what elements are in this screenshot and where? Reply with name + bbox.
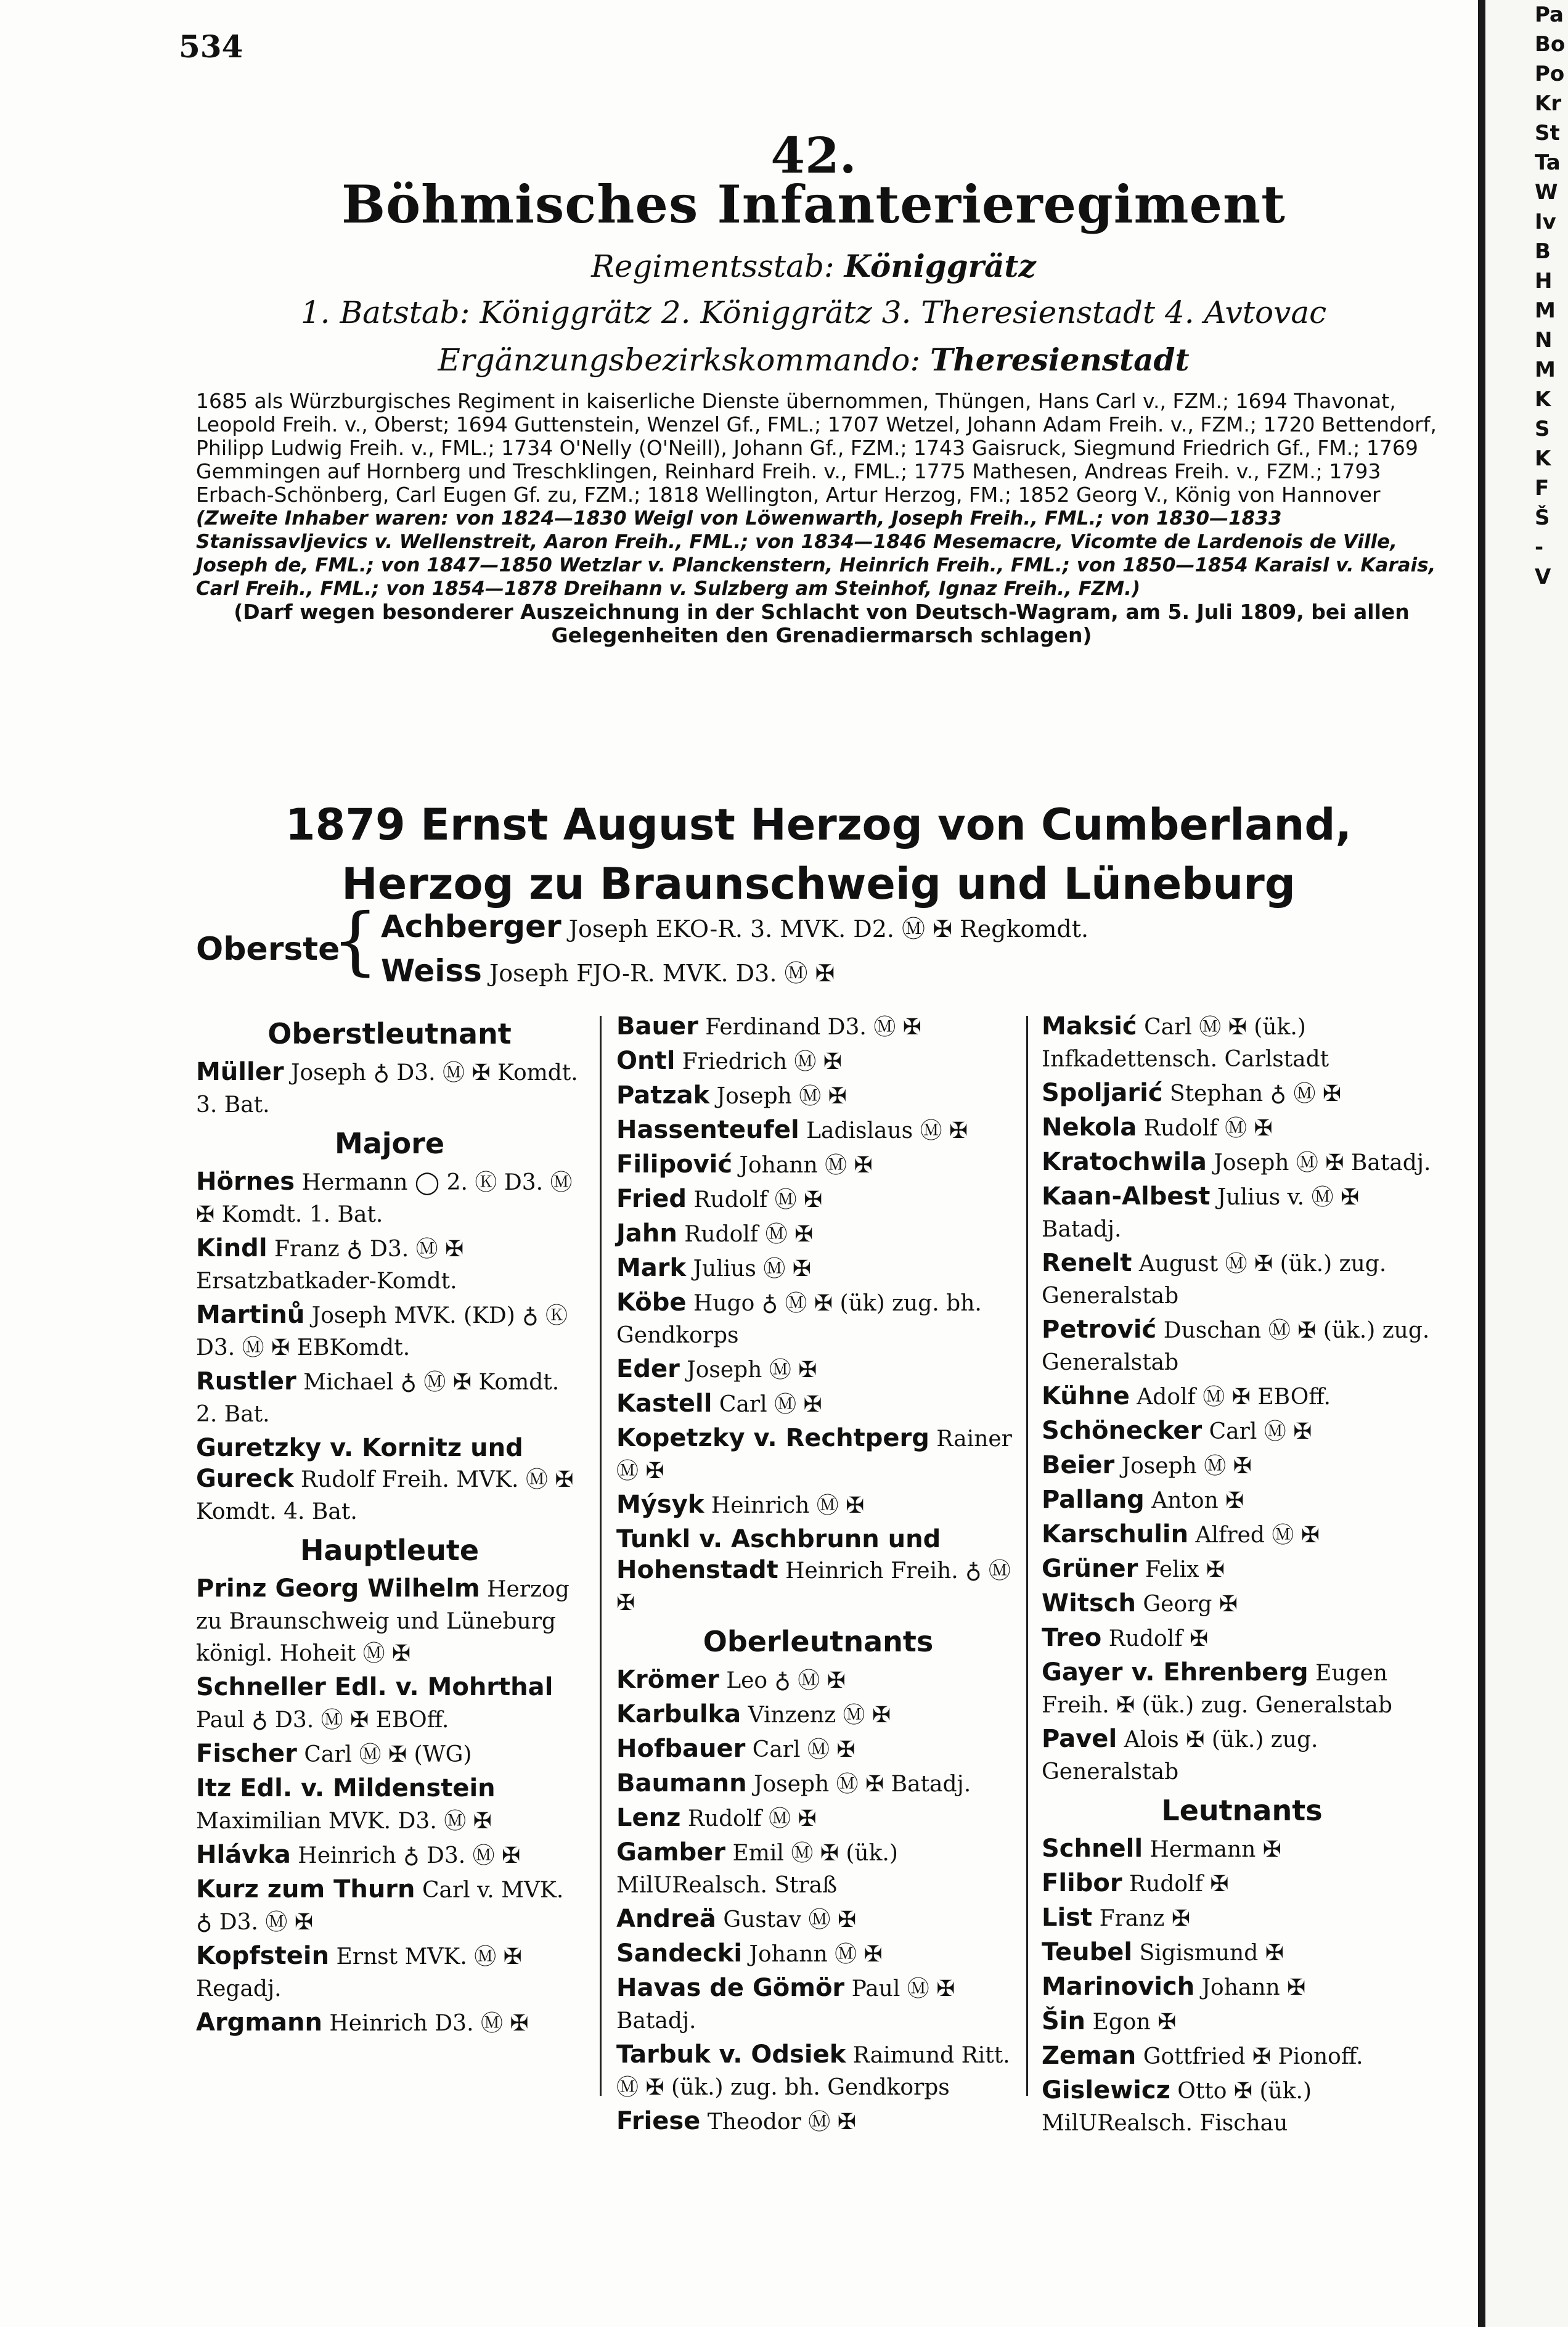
officer-name: Gislewicz: [1042, 2076, 1170, 2104]
officer-details: Carl Ⓜ ✠ (ük.) Infkadettensch. Carlstadt: [1042, 1015, 1329, 1072]
officer-name: Eder: [616, 1355, 680, 1383]
officer-details: Hugo ♁ Ⓜ ✠ (ük) zug. bh. Gendkorps: [616, 1291, 982, 1348]
officer-name: Teubel: [1042, 1938, 1133, 1966]
officer-name: Zeman: [1042, 2042, 1137, 2070]
officer-name: Kastell: [616, 1389, 713, 1418]
officer-entry: [196, 1839, 583, 1871]
officer-name: Renelt: [1042, 1249, 1132, 1277]
officer-name: Pavel: [1042, 1725, 1117, 1753]
officer-name: Mark: [616, 1254, 687, 1282]
officer-details: Johann Ⓜ ✠: [732, 1153, 873, 1178]
officer-entry: [616, 1802, 1020, 1834]
scan-edge-divider: [1478, 0, 1485, 2327]
officer-details: Carl Ⓜ ✠: [712, 1392, 822, 1417]
officer-details: Maximilian MVK. D3. Ⓜ ✠: [196, 1809, 492, 1834]
officer-entry: [1042, 1112, 1442, 1144]
officer-entry: [1042, 1519, 1442, 1551]
officer-details: Vinzenz Ⓜ ✠: [741, 1703, 891, 1728]
oberst-name: Weiss: [381, 953, 482, 989]
officer-entry: [1042, 1833, 1442, 1865]
officer-name: Kurz zum Thurn: [196, 1875, 415, 1904]
officer-details: Raimund Ritt. Ⓜ ✠ (ük.) zug. bh. Gendkorps: [616, 2043, 1010, 2100]
officer-name: Patzak: [616, 1081, 710, 1110]
list-oberleutnants-cont: [1042, 1011, 1442, 1788]
officer-entry: [616, 2106, 1020, 2138]
oberst-name: Achberger: [381, 909, 561, 944]
officer-details: Joseph ♁ D3. Ⓜ ✠ Komdt. 3. Bat.: [196, 1060, 578, 1118]
officer-entry: [1042, 1724, 1442, 1788]
officer-details: Gottfried ✠ Pionoff.: [1136, 2044, 1363, 2069]
officer-name: Havas de Gömör: [616, 1974, 845, 2002]
officer-entry: [196, 1773, 583, 1837]
history-block: [196, 390, 1447, 647]
officer-details: Emil Ⓜ ✠ (ük.) MilURealsch. Straß: [616, 1841, 898, 1898]
officer-entry: [616, 1287, 1020, 1351]
officer-name: Beier: [1042, 1451, 1115, 1479]
oberst-entry: [381, 909, 1088, 944]
officer-details: Anton ✠: [1144, 1488, 1244, 1513]
gutter-fragment: Po: [1535, 62, 1565, 86]
officer-name: Pallang: [1042, 1486, 1145, 1514]
column-1: [196, 1011, 583, 2042]
officer-name: Schönecker: [1042, 1417, 1203, 1445]
officer-details: Egon ✠: [1085, 2010, 1177, 2035]
officer-entry: [616, 1218, 1020, 1250]
oberst-details: Joseph FJO-R. MVK. D3. Ⓜ ✠: [489, 960, 835, 987]
officer-name: Kühne: [1042, 1382, 1130, 1410]
officer-name: Itz Edl. v. Mildenstein: [196, 1774, 496, 1802]
officer-name: Ontl: [616, 1047, 676, 1075]
gutter-fragment: Š: [1535, 505, 1550, 530]
officer-details: Joseph Ⓜ ✠ Batadj.: [746, 1772, 971, 1797]
officer-entry: [616, 1354, 1020, 1386]
officer-entry: [1042, 1078, 1442, 1110]
officer-details: Johann Ⓜ ✠: [742, 1942, 883, 1967]
officer-details: Julius v. Ⓜ ✠ Batadj.: [1042, 1185, 1360, 1242]
officer-name: Friese: [616, 2107, 701, 2135]
officer-details: Franz ✠: [1092, 1906, 1190, 1931]
officer-entry: [196, 1057, 583, 1121]
officer-details: Hermann ◯ 2. Ⓚ D3. Ⓜ ✠ Komdt. 1. Bat.: [196, 1170, 573, 1227]
column-divider: [1026, 1016, 1028, 2096]
officer-entry: [616, 1149, 1020, 1181]
officer-entry: [616, 1904, 1020, 1936]
column-divider: [600, 1016, 602, 2096]
officer-details: Stephan ♁ Ⓜ ✠: [1162, 1081, 1342, 1106]
officer-entry: [196, 1233, 583, 1297]
list-majore: [196, 1166, 583, 1527]
officer-name: Flibor: [1042, 1869, 1122, 1897]
officer-name: Argmann: [196, 2008, 322, 2037]
officer-details: Rudolf Ⓜ ✠: [686, 1187, 823, 1213]
gutter-fragment: M: [1535, 298, 1556, 323]
officer-entry: [1042, 1622, 1442, 1654]
section-title-oberstleutnant: Oberstleutnant: [267, 1017, 512, 1050]
officer-entry: [1042, 1450, 1442, 1482]
officer-entry: [616, 1768, 1020, 1800]
officer-name: Jahn: [616, 1219, 677, 1248]
officer-name: Bauer: [616, 1012, 698, 1041]
officer-details: Michael ♁ Ⓜ ✠ Komdt. 2. Bat.: [196, 1370, 560, 1427]
gutter-fragment: Kr: [1535, 91, 1562, 116]
officer-name: Rustler: [196, 1367, 296, 1396]
officer-entry: [616, 1837, 1020, 1901]
officer-entry: [196, 1573, 583, 1669]
gutter-fragment: K: [1535, 446, 1551, 471]
officer-details: Ferdinand D3. Ⓜ ✠: [698, 1015, 921, 1040]
officer-details: Leo ♁ Ⓜ ✠: [719, 1668, 846, 1693]
officer-details: Carl v. MVK. ♁ D3. Ⓜ ✠: [196, 1878, 564, 1935]
officer-details: Rudolf Ⓜ ✠: [1137, 1116, 1273, 1141]
officer-name: Kopetzky v. Rechtperg: [616, 1424, 929, 1452]
officer-details: Sigismund ✠: [1132, 1941, 1284, 1966]
officer-entry: [616, 1664, 1020, 1696]
gutter-fragment: Pa: [1535, 2, 1564, 27]
gutter-fragment: Ta: [1535, 150, 1561, 175]
officer-details: Heinrich Ⓜ ✠: [704, 1493, 865, 1518]
officer-name: Grüner: [1042, 1555, 1138, 1583]
oberste-label: Oberste: [196, 931, 340, 968]
brace-icon: {: [332, 898, 379, 984]
officer-name: Schneller Edl. v. Mohrthal: [196, 1673, 553, 1701]
officer-name: Fischer: [196, 1740, 297, 1768]
officer-name: Köbe: [616, 1288, 687, 1317]
column-2: [616, 1011, 1020, 2140]
officer-details: Heinrich ♁ D3. Ⓜ ✠: [290, 1843, 521, 1868]
oberste-block: [196, 898, 1447, 999]
officer-details: Rudolf Freih. MVK. Ⓜ ✠ Komdt. 4. Bat.: [196, 1467, 574, 1524]
officer-details: Friedrich Ⓜ ✠: [675, 1049, 842, 1074]
officer-name: Hofbauer: [616, 1735, 746, 1763]
officer-details: Ernst MVK. Ⓜ ✠ Regadj.: [196, 1944, 522, 2002]
officer-name: Kindl: [196, 1234, 267, 1262]
officer-entry: [1042, 1181, 1442, 1245]
zweite-inhaber-text: (Zweite Inhaber waren: von 1824—1830 Weigl von Löwenwarth, Joseph Freih., FML.; von 1830—1833 Stanissavljevics v. Wellenstreit, Aaron Freih., FML.; von 1834—1846 Mesemacre, Vicomte de Lardenois de Ville, Joseph de, FML.; von 1847—1850 Wetzlar v. Planckenstern, Heinrich Freih., FML.; von 1850—1854 Karaisl v. Karais, Carl Freih., FML.; von 1854—1878 Dreihann v. Sulzberg am Steinhof, Ignaz Freih., FZM.): [196, 507, 1436, 600]
gutter-fragment: Bo: [1535, 32, 1566, 57]
officer-name: Martinů: [196, 1301, 305, 1329]
officer-name: Petrović: [1042, 1315, 1157, 1344]
officer-entry: [1042, 1484, 1442, 1516]
officer-name: Filipović: [616, 1150, 733, 1179]
officer-name: Karschulin: [1042, 1520, 1189, 1548]
officer-entry: [1042, 1937, 1442, 1969]
history-text: 1685 als Würzburgisches Regiment in kaiserliche Dienste übernommen, Thüngen, Hans Carl v., FZM.; 1694 Thavonat, Leopold Freih. v., Oberst; 1694 Guttenstein, Wenzel Gf., FML.; 1707 Wetzel, Johann Adam Freih. v., FZM.; 1720 Bettendorf, Philipp Ludwig Freih. v., FML.; 1734 O'Nelly (O'Neill), Johann Gf., FZM.; 1743 Gaisruck, Siegmund Friedrich Gf., FM.; 1769 Gemmingen auf Hornberg und Treschklingen, Reinhard Freih. v., FML.; 1775 Mathesen, Andreas Freih. v., FZM.; 1793 Erbach-Schönberg, Carl Eugen Gf. zu, FZM.; 1818 Wellington, Artur Herzog, FM.; 1852 Georg V., König von Hannover: [196, 389, 1437, 507]
officer-details: Joseph Ⓜ ✠: [709, 1084, 847, 1109]
gutter-fragment: Iv: [1535, 210, 1556, 234]
regimentsstab-line: [179, 248, 1448, 284]
officer-entry: [1042, 2006, 1442, 2038]
officer-details: Joseph MVK. (KD) ♁ Ⓚ D3. Ⓜ ✠ EBKomdt.: [196, 1303, 568, 1360]
officer-name: Kaan-Albest: [1042, 1182, 1211, 1211]
officer-name: Fried: [616, 1185, 687, 1213]
officer-name: Maksić: [1042, 1012, 1137, 1041]
section-title-majore: Majore: [334, 1127, 445, 1160]
officer-entry: [1042, 2075, 1442, 2139]
officer-name: Baumann: [616, 1769, 747, 1797]
officer-name: Gamber: [616, 1838, 725, 1867]
officer-name: Kopfstein: [196, 1942, 330, 1970]
gutter-fragment: S: [1535, 417, 1550, 441]
officer-name: Spoljarić: [1042, 1079, 1163, 1107]
inhaber-heading: 1879 Ernst August Herzog von Cumberland, Herzog zu Braunschweig und Lüneburg: [285, 800, 1352, 909]
gutter-fragment: B: [1535, 239, 1551, 264]
regiment-title: Böhmisches Infanterieregiment: [341, 174, 1286, 235]
gutter-fragment: N: [1535, 328, 1553, 353]
officer-entry: [1042, 1902, 1442, 1934]
officer-details: Theodor Ⓜ ✠: [700, 2109, 856, 2135]
officer-details: Gustav Ⓜ ✠: [716, 1907, 857, 1932]
officer-details: Heinrich Freih. ♁ Ⓜ ✠: [616, 1558, 1011, 1616]
officer-details: Alois ✠ (ük.) zug. Generalstab: [1042, 1727, 1318, 1785]
list-hauptleute: [196, 1573, 583, 2039]
officer-details: Duschan Ⓜ ✠ (ük.) zug. Generalstab: [1042, 1318, 1430, 1375]
officer-details: Paul ♁ D3. Ⓜ ✠ EBOff.: [196, 1707, 449, 1733]
section-title-leutnants: Leutnants: [1161, 1794, 1323, 1827]
officer-entry: [616, 1489, 1020, 1521]
officer-entry: [1042, 1657, 1442, 1721]
officer-name: Krömer: [616, 1666, 719, 1694]
officer-entry: [196, 1433, 583, 1527]
officer-details: Rudolf Ⓜ ✠: [680, 1806, 817, 1831]
officer-entry: [1042, 1147, 1442, 1179]
officer-entry: [616, 1733, 1020, 1765]
officer-name: Hörnes: [196, 1168, 295, 1196]
officer-entry: [1042, 1553, 1442, 1585]
adjacent-page-fragment: [1485, 0, 1568, 2327]
officer-details: Herzog zu Braunschweig und Lüneburg königl. Hoheit Ⓜ ✠: [196, 1577, 570, 1666]
erganzung-value: Theresienstadt: [930, 341, 1190, 378]
officer-details: Adolf Ⓜ ✠ EBOff.: [1129, 1384, 1331, 1410]
officer-name: Tunkl v. Aschbrunn und Hohenstadt: [616, 1525, 941, 1584]
officer-name: Schnell: [1042, 1834, 1143, 1863]
officer-name: Guretzky v. Kornitz und Gureck: [196, 1434, 523, 1493]
officer-details: Julius Ⓜ ✠: [686, 1256, 811, 1282]
officer-name: Lenz: [616, 1804, 681, 1832]
officer-entry: [1042, 1011, 1442, 1075]
officer-name: Andreä: [616, 1905, 716, 1933]
officer-entry: [196, 1299, 583, 1364]
officer-entry: [616, 1388, 1020, 1420]
list-hauptleute-cont: [616, 1011, 1020, 1619]
officer-entry: [616, 1011, 1020, 1043]
gutter-fragment: K: [1535, 387, 1551, 412]
officer-name: Tarbuk v. Odsiek: [616, 2040, 846, 2069]
officer-entry: [1042, 1415, 1442, 1447]
gutter-fragment: M: [1535, 358, 1556, 382]
officer-name: Sandecki: [616, 1939, 743, 1968]
officer-name: Hassenteufel: [616, 1116, 799, 1144]
officer-details: Eugen Freih. ✠ (ük.) zug. Generalstab: [1042, 1661, 1392, 1718]
officer-details: Hermann ✠: [1143, 1837, 1281, 1862]
officer-entry: [1042, 1381, 1442, 1413]
officer-details: Johann ✠: [1194, 1975, 1306, 2000]
officer-entry: [616, 1184, 1020, 1216]
section-title-oberleutnants: Oberleutnants: [703, 1625, 934, 1658]
officer-name: Marinovich: [1042, 1973, 1195, 2001]
officer-entry: [1042, 1971, 1442, 2003]
page-number: 534: [179, 28, 243, 65]
gutter-fragment: W: [1535, 180, 1558, 205]
officer-details: Carl Ⓜ ✠ (WG): [296, 1742, 472, 1767]
list-oberstleutnant: [196, 1057, 583, 1121]
officer-name: Mýsyk: [616, 1491, 704, 1519]
regimentsstab-value: Königgrätz: [844, 248, 1036, 284]
officer-details: Otto ✠ (ük.) MilURealsch. Fischau: [1042, 2079, 1312, 2136]
gutter-fragment: St: [1535, 121, 1560, 145]
officer-name: Witsch: [1042, 1589, 1136, 1617]
erganzung-label: Ergänzungsbezirkskommando:: [438, 342, 921, 378]
officer-details: Carl Ⓜ ✠: [745, 1737, 855, 1762]
officer-entry: [196, 1941, 583, 2005]
officer-entry: [616, 1253, 1020, 1285]
officer-entry: [616, 1045, 1020, 1078]
officer-entry: [196, 1366, 583, 1430]
officer-entry: [1042, 1314, 1442, 1378]
batstab-line: 1. Batstab: Königgrätz 2. Königgrätz 3. Theresienstadt 4. Avtovac: [300, 295, 1327, 330]
column-3: [1042, 1011, 1442, 2141]
oberst-details: Joseph EKO-R. 3. MVK. D2. Ⓜ ✠ Regkomdt.: [568, 915, 1089, 943]
officer-entry: [196, 2007, 583, 2039]
officer-details: Rudolf ✠: [1101, 1626, 1209, 1651]
officer-name: Müller: [196, 1058, 284, 1086]
officer-entry: [196, 1166, 583, 1230]
oberst-entry: [381, 953, 835, 989]
regimentsstab-label: Regimentsstab:: [591, 248, 835, 284]
list-leutnants: [1042, 1833, 1442, 2139]
auszeichnung-text: (Darf wegen besonderer Auszeichnung in der Schlacht von Deutsch-Wagram, am 5. Juli 1809, bei allen Gelegenheiten den Grenadiermarsch schlagen): [234, 600, 1410, 647]
officer-details: Paul Ⓜ ✠ Batadj.: [616, 1976, 955, 2034]
officer-entry: [616, 1938, 1020, 1970]
officer-name: Prinz Georg Wilhelm: [196, 1574, 480, 1603]
gutter-fragment: F: [1535, 476, 1550, 501]
officer-details: Joseph Ⓜ ✠: [1114, 1454, 1252, 1479]
officer-entry: [616, 2039, 1020, 2103]
officer-details: Felix ✠: [1138, 1557, 1225, 1582]
officer-entry: [1042, 1588, 1442, 1620]
officer-name: Kratochwila: [1042, 1148, 1207, 1176]
officer-details: Heinrich D3. Ⓜ ✠: [322, 2011, 529, 2036]
list-oberleutnants: [616, 1664, 1020, 2138]
officer-name: Gayer v. Ehrenberg: [1042, 1658, 1309, 1687]
officer-name: List: [1042, 1904, 1093, 1932]
officer-details: Rainer Ⓜ ✠: [616, 1426, 1012, 1484]
officer-entry: [196, 1738, 583, 1770]
officer-name: Nekola: [1042, 1113, 1137, 1142]
officer-entry: [616, 1423, 1020, 1487]
officer-entry: [1042, 2040, 1442, 2072]
regiment-number: 42.: [770, 126, 857, 184]
officer-details: August Ⓜ ✠ (ük.) zug. Generalstab: [1042, 1251, 1387, 1309]
officer-name: Hlávka: [196, 1841, 291, 1869]
gutter-fragment: -: [1535, 535, 1544, 560]
officer-name: Treo: [1042, 1624, 1102, 1652]
officer-details: Rudolf ✠: [1122, 1871, 1229, 1897]
officer-entry: [616, 1080, 1020, 1112]
officer-entry: [616, 1699, 1020, 1731]
officer-entry: [1042, 1868, 1442, 1900]
officer-details: Alfred Ⓜ ✠: [1188, 1523, 1320, 1548]
officer-entry: [616, 1524, 1020, 1619]
section-title-hauptleute: Hauptleute: [300, 1534, 480, 1567]
officer-entry: [616, 1973, 1020, 2037]
officer-details: Ladislaus Ⓜ ✠: [799, 1118, 968, 1143]
officer-name: Karbulka: [616, 1700, 741, 1728]
erganzung-line: [179, 341, 1448, 378]
gutter-fragment: H: [1535, 269, 1553, 293]
officer-entry: [196, 1672, 583, 1736]
officer-details: Joseph Ⓜ ✠: [679, 1357, 817, 1383]
officer-entry: [196, 1874, 583, 1938]
officer-details: Georg ✠: [1135, 1592, 1238, 1617]
officer-entry: [1042, 1248, 1442, 1312]
officer-details: Franz ♁ D3. Ⓜ ✠ Ersatzbatkader-Komdt.: [196, 1237, 464, 1294]
officer-details: Joseph Ⓜ ✠ Batadj.: [1206, 1150, 1431, 1176]
officer-details: Rudolf Ⓜ ✠: [677, 1222, 814, 1247]
officer-entry: [616, 1114, 1020, 1147]
officer-name: Šin: [1042, 2007, 1085, 2035]
gutter-fragment: V: [1535, 565, 1551, 589]
officer-details: Carl Ⓜ ✠: [1202, 1419, 1312, 1444]
